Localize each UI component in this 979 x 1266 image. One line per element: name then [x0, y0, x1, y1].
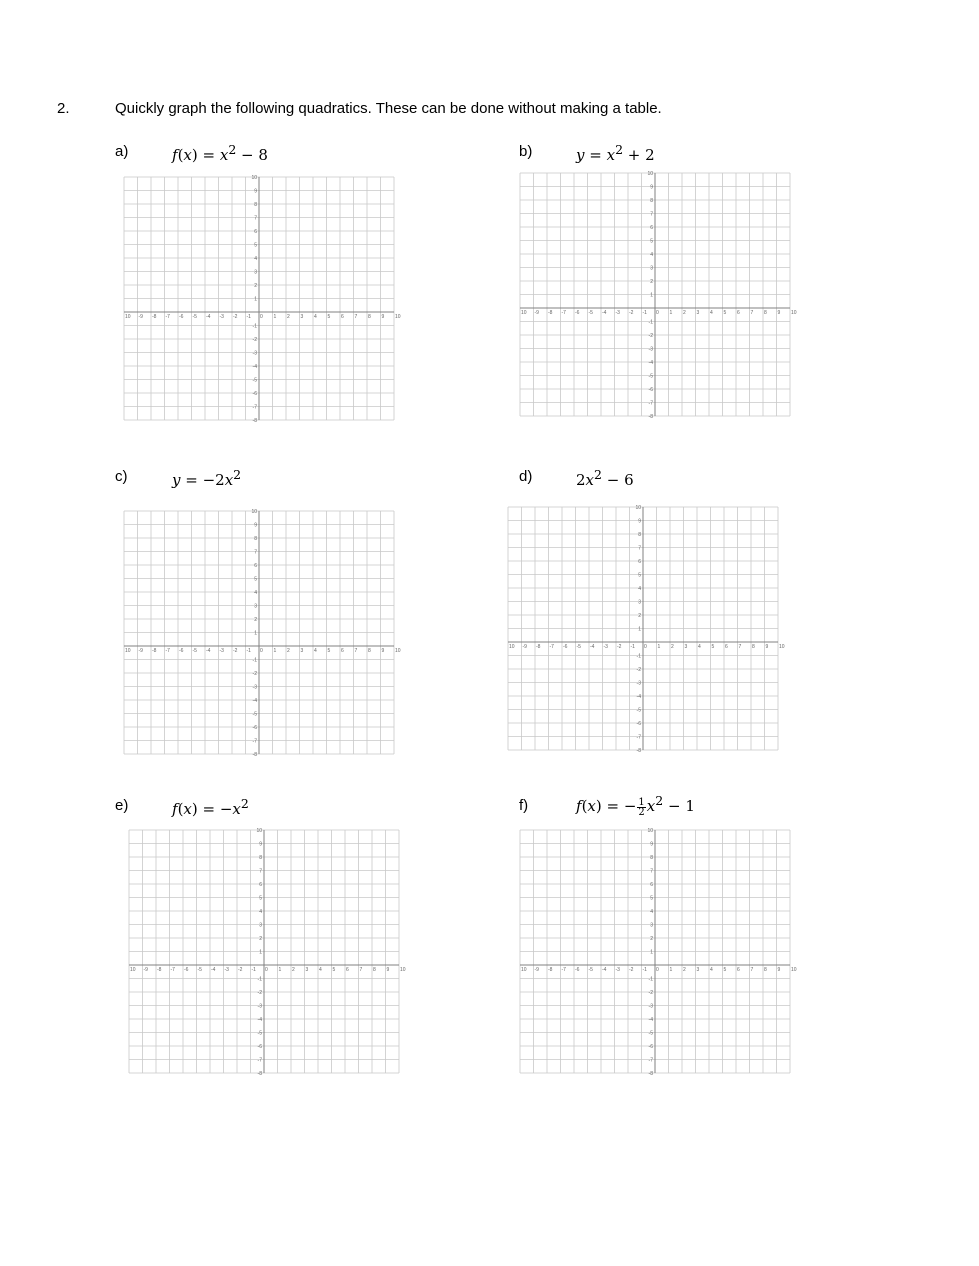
x-tick-label: -3 [615, 967, 620, 973]
y-tick-label: 5 [650, 895, 653, 902]
y-tick-label: -6 [636, 721, 641, 727]
x-tick-label: 5 [723, 310, 727, 316]
x-tick-label: 9 [381, 648, 385, 654]
y-tick-label: 1 [650, 292, 653, 299]
x-tick-label: -6 [575, 967, 580, 973]
y-tick-label: -7 [648, 1057, 653, 1064]
x-tick-label: 1 [669, 310, 673, 316]
y-tick-label: 1 [254, 630, 257, 637]
y-tick-label: 2 [650, 279, 653, 285]
problem-a-equation: $f(x) = x^2 - 8$ [172, 142, 268, 164]
y-tick-label: 10 [256, 828, 262, 834]
x-tick-label: -1 [642, 967, 647, 973]
x-tick-label: 6 [341, 314, 344, 320]
x-tick-label: 2 [671, 644, 674, 650]
x-tick-label: 5 [327, 314, 331, 320]
y-tick-label: 8 [638, 532, 641, 538]
x-tick-label: 10 [779, 644, 785, 650]
x-tick-label: 10 [509, 644, 515, 650]
y-tick-label: -4 [257, 1017, 262, 1023]
x-tick-label: 6 [725, 644, 728, 650]
x-tick-label: 2 [683, 310, 686, 316]
coordinate-grid-svg [124, 175, 401, 424]
x-tick-label: 8 [368, 648, 371, 654]
x-tick-label: 10 [395, 648, 401, 654]
y-tick-label: 4 [259, 909, 262, 915]
x-tick-label: -3 [603, 644, 608, 650]
x-tick-label: -2 [233, 648, 238, 654]
problem-a-label: a) [115, 143, 129, 160]
x-tick-label: -5 [192, 314, 197, 320]
y-tick-label: 8 [259, 855, 262, 861]
x-tick-label: -3 [219, 314, 224, 320]
y-tick-label: -5 [257, 1030, 262, 1037]
y-tick-label: -3 [636, 680, 641, 687]
y-tick-label: 4 [650, 252, 653, 258]
y-tick-label: 9 [650, 841, 653, 848]
x-tick-label: -4 [211, 967, 216, 973]
coordinate-grid-svg [508, 505, 785, 754]
x-tick-label: -9 [138, 314, 143, 320]
y-tick-label: 1 [259, 949, 262, 956]
x-tick-label: -8 [536, 644, 541, 650]
x-tick-label: 8 [752, 644, 755, 650]
x-tick-label: 9 [386, 967, 390, 973]
y-tick-label: -1 [252, 323, 257, 330]
x-tick-label: 0 [265, 967, 268, 973]
x-tick-label: -8 [152, 648, 157, 654]
y-tick-label: -8 [252, 418, 257, 424]
y-tick-label: -3 [252, 350, 257, 357]
y-tick-label: 10 [647, 828, 653, 834]
x-tick-label: -6 [179, 648, 184, 654]
x-tick-label: 3 [300, 314, 304, 320]
x-tick-label: 10 [521, 967, 527, 973]
coordinate-grid-svg [520, 828, 797, 1077]
y-tick-label: 7 [254, 549, 257, 556]
x-tick-label: 9 [777, 967, 781, 973]
y-tick-label: 9 [259, 841, 262, 848]
x-tick-label: 10 [521, 310, 527, 316]
coordinate-grid-svg [520, 171, 797, 420]
y-tick-label: -3 [648, 346, 653, 353]
x-tick-label: -9 [534, 967, 539, 973]
x-tick-label: -8 [548, 967, 553, 973]
x-tick-label: 5 [711, 644, 715, 650]
y-tick-label: 8 [254, 202, 257, 208]
problem-d-label: d) [519, 468, 533, 485]
x-tick-label: 3 [696, 967, 700, 973]
y-tick-label: -4 [252, 698, 257, 704]
y-tick-label: -8 [648, 1071, 653, 1077]
x-tick-label: -9 [138, 648, 143, 654]
y-tick-label: 8 [254, 536, 257, 542]
y-tick-label: -8 [648, 414, 653, 420]
y-tick-label: 3 [254, 603, 257, 610]
y-tick-label: 9 [254, 522, 257, 529]
x-tick-label: 2 [292, 967, 295, 973]
x-tick-label: 4 [710, 310, 713, 316]
x-tick-label: 1 [273, 648, 277, 654]
x-tick-label: -4 [206, 314, 211, 320]
problem-d-equation: $2x^2 - 6$ [576, 467, 634, 489]
x-tick-label: -5 [192, 648, 197, 654]
y-tick-label: 9 [650, 184, 653, 191]
y-tick-label: -8 [252, 752, 257, 758]
question-text: Quickly graph the following quadratics. These can be done without making a table. [115, 100, 662, 117]
y-tick-label: -3 [257, 1003, 262, 1010]
x-tick-label: -7 [165, 648, 170, 654]
x-tick-label: -7 [561, 310, 566, 316]
x-tick-label: 0 [656, 310, 659, 316]
x-tick-label: -1 [630, 644, 635, 650]
y-tick-label: 5 [650, 238, 653, 245]
y-tick-label: 6 [259, 882, 262, 888]
y-tick-label: 8 [650, 198, 653, 204]
x-tick-label: 2 [683, 967, 686, 973]
y-tick-label: 7 [638, 545, 641, 552]
y-tick-label: -4 [648, 1017, 653, 1023]
problem-b-label: b) [519, 143, 533, 160]
y-tick-label: 2 [254, 283, 257, 289]
x-tick-label: -8 [548, 310, 553, 316]
y-tick-label: -5 [252, 377, 257, 384]
y-tick-label: -2 [252, 337, 257, 343]
y-tick-label: 7 [254, 215, 257, 222]
y-tick-label: 10 [647, 171, 653, 177]
x-tick-label: 9 [381, 314, 385, 320]
problem-c-equation: $y = -2x^2$ [172, 467, 242, 489]
y-tick-label: 1 [638, 626, 641, 633]
x-tick-label: -1 [642, 310, 647, 316]
y-tick-label: -2 [648, 333, 653, 339]
y-tick-label: 7 [650, 868, 653, 875]
y-tick-label: 10 [635, 505, 641, 511]
y-tick-label: -2 [257, 990, 262, 996]
y-tick-label: -7 [648, 400, 653, 407]
x-tick-label: -2 [233, 314, 238, 320]
x-tick-label: -3 [219, 648, 224, 654]
x-tick-label: -7 [561, 967, 566, 973]
y-tick-label: -7 [257, 1057, 262, 1064]
x-tick-label: 3 [684, 644, 688, 650]
y-tick-label: 3 [650, 265, 653, 272]
x-tick-label: 8 [764, 310, 767, 316]
coordinate-grid-svg [129, 828, 406, 1077]
y-tick-label: 7 [650, 211, 653, 218]
x-tick-label: 10 [125, 314, 131, 320]
x-tick-label: 1 [278, 967, 282, 973]
y-tick-label: -2 [252, 671, 257, 677]
x-tick-label: 5 [327, 648, 331, 654]
y-tick-label: -4 [648, 360, 653, 366]
y-tick-label: -1 [257, 976, 262, 983]
x-tick-label: -4 [590, 644, 595, 650]
y-tick-label: 6 [254, 563, 257, 569]
x-tick-label: 3 [300, 648, 304, 654]
problem-e-label: e) [115, 797, 129, 814]
x-tick-label: -6 [563, 644, 568, 650]
y-tick-label: 2 [638, 613, 641, 619]
y-tick-label: 5 [259, 895, 262, 902]
y-tick-label: 9 [638, 518, 641, 525]
problem-f-label: f) [519, 797, 529, 814]
y-tick-label: 1 [254, 296, 257, 303]
y-tick-label: -1 [636, 653, 641, 660]
y-tick-label: 2 [254, 617, 257, 623]
x-tick-label: -9 [522, 644, 527, 650]
x-tick-label: -7 [549, 644, 554, 650]
x-tick-label: -4 [206, 648, 211, 654]
x-tick-label: 8 [764, 967, 767, 973]
x-tick-label: 1 [273, 314, 277, 320]
y-tick-label: -1 [648, 319, 653, 326]
x-tick-label: 10 [395, 314, 401, 320]
graph-grid-d[interactable] [508, 505, 785, 754]
x-tick-label: -6 [184, 967, 189, 973]
y-tick-label: 10 [251, 175, 257, 181]
x-tick-label: 10 [130, 967, 136, 973]
y-tick-label: 2 [650, 936, 653, 942]
graph-grid-e[interactable] [129, 828, 406, 1077]
y-tick-label: -8 [257, 1071, 262, 1077]
x-tick-label: -5 [588, 967, 593, 973]
y-tick-label: -5 [648, 373, 653, 380]
y-tick-label: 4 [254, 590, 257, 596]
y-tick-label: 4 [650, 909, 653, 915]
x-tick-label: -7 [170, 967, 175, 973]
y-tick-label: 7 [259, 868, 262, 875]
x-tick-label: 4 [698, 644, 701, 650]
y-tick-label: -6 [252, 391, 257, 397]
x-tick-label: 4 [314, 314, 317, 320]
x-tick-label: -9 [534, 310, 539, 316]
x-tick-label: 6 [341, 648, 344, 654]
problem-c-label: c) [115, 468, 128, 485]
y-tick-label: 4 [638, 586, 641, 592]
graph-grid-a[interactable] [124, 175, 401, 424]
x-tick-label: -5 [197, 967, 202, 973]
y-tick-label: 5 [638, 572, 641, 579]
y-tick-label: 3 [254, 269, 257, 276]
graph-grid-b[interactable] [520, 171, 797, 420]
y-tick-label: -1 [252, 657, 257, 664]
x-tick-label: -1 [246, 648, 251, 654]
x-tick-label: 0 [656, 967, 659, 973]
x-tick-label: -4 [602, 310, 607, 316]
problem-f-equation: f(x) = − $\frac{1}{2}$ $x^2 - 1$ [576, 793, 695, 818]
x-tick-label: 10 [400, 967, 406, 973]
x-tick-label: 7 [354, 314, 358, 320]
x-tick-label: 9 [777, 310, 781, 316]
y-tick-label: -2 [648, 990, 653, 996]
x-tick-label: -8 [152, 314, 157, 320]
x-tick-label: 8 [373, 967, 376, 973]
x-tick-label: -6 [575, 310, 580, 316]
x-tick-label: 7 [738, 644, 742, 650]
x-tick-label: 6 [737, 967, 740, 973]
x-tick-label: 6 [737, 310, 740, 316]
x-tick-label: -2 [629, 967, 634, 973]
y-tick-label: 5 [254, 576, 257, 583]
y-tick-label: -5 [636, 707, 641, 714]
y-tick-label: -1 [648, 976, 653, 983]
x-tick-label: -7 [165, 314, 170, 320]
x-tick-label: -6 [179, 314, 184, 320]
x-tick-label: 7 [750, 310, 754, 316]
x-tick-label: -1 [251, 967, 256, 973]
x-tick-label: 0 [644, 644, 647, 650]
x-tick-label: -9 [143, 967, 148, 973]
y-tick-label: -8 [636, 748, 641, 754]
y-tick-label: 4 [254, 256, 257, 262]
graph-grid-c[interactable] [124, 509, 401, 758]
x-tick-label: 10 [791, 310, 797, 316]
graph-grid-f[interactable] [520, 828, 797, 1077]
y-tick-label: 1 [650, 949, 653, 956]
x-tick-label: -5 [576, 644, 581, 650]
y-tick-label: -6 [257, 1044, 262, 1050]
y-tick-label: 9 [254, 188, 257, 195]
x-tick-label: 5 [332, 967, 336, 973]
x-tick-label: -1 [246, 314, 251, 320]
x-tick-label: 1 [669, 967, 673, 973]
x-tick-label: 2 [287, 314, 290, 320]
x-tick-label: 7 [354, 648, 358, 654]
x-tick-label: -5 [588, 310, 593, 316]
y-tick-label: 3 [650, 922, 653, 929]
y-tick-label: -5 [648, 1030, 653, 1037]
y-tick-label: 3 [638, 599, 641, 606]
y-tick-label: -6 [648, 387, 653, 393]
y-tick-label: 2 [259, 936, 262, 942]
x-tick-label: -3 [224, 967, 229, 973]
x-tick-label: -8 [157, 967, 162, 973]
y-tick-label: 10 [251, 509, 257, 515]
question-number: 2. [57, 100, 70, 117]
y-tick-label: -7 [252, 404, 257, 411]
x-tick-label: 2 [287, 648, 290, 654]
x-tick-label: 7 [359, 967, 363, 973]
y-tick-label: -5 [252, 711, 257, 718]
x-tick-label: 8 [368, 314, 371, 320]
y-tick-label: 6 [254, 229, 257, 235]
y-tick-label: 6 [638, 559, 641, 565]
x-tick-label: 7 [750, 967, 754, 973]
x-tick-label: 6 [346, 967, 349, 973]
x-tick-label: 10 [125, 648, 131, 654]
y-tick-label: 5 [254, 242, 257, 249]
y-tick-label: -6 [648, 1044, 653, 1050]
x-tick-label: 1 [657, 644, 661, 650]
y-tick-label: -7 [252, 738, 257, 745]
problem-b-equation: $y = x^2 + 2$ [576, 142, 655, 164]
y-tick-label: -3 [252, 684, 257, 691]
x-tick-label: 4 [710, 967, 713, 973]
x-tick-label: 10 [791, 967, 797, 973]
y-tick-label: -7 [636, 734, 641, 741]
y-tick-label: 8 [650, 855, 653, 861]
y-tick-label: -4 [252, 364, 257, 370]
x-tick-label: 3 [305, 967, 309, 973]
y-tick-label: 6 [650, 882, 653, 888]
y-tick-label: -6 [252, 725, 257, 731]
x-tick-label: -2 [629, 310, 634, 316]
x-tick-label: 4 [314, 648, 317, 654]
y-tick-label: -3 [648, 1003, 653, 1010]
y-tick-label: 3 [259, 922, 262, 929]
y-tick-label: 6 [650, 225, 653, 231]
problem-e-equation: $f(x) = -x^2$ [172, 796, 249, 818]
x-tick-label: 9 [765, 644, 769, 650]
y-tick-label: -2 [636, 667, 641, 673]
coordinate-grid-svg [124, 509, 401, 758]
x-tick-label: 0 [260, 648, 263, 654]
x-tick-label: 0 [260, 314, 263, 320]
x-tick-label: 3 [696, 310, 700, 316]
x-tick-label: 4 [319, 967, 322, 973]
x-tick-label: 5 [723, 967, 727, 973]
y-tick-label: -4 [636, 694, 641, 700]
x-tick-label: -2 [617, 644, 622, 650]
x-tick-label: -2 [238, 967, 243, 973]
x-tick-label: -4 [602, 967, 607, 973]
x-tick-label: -3 [615, 310, 620, 316]
